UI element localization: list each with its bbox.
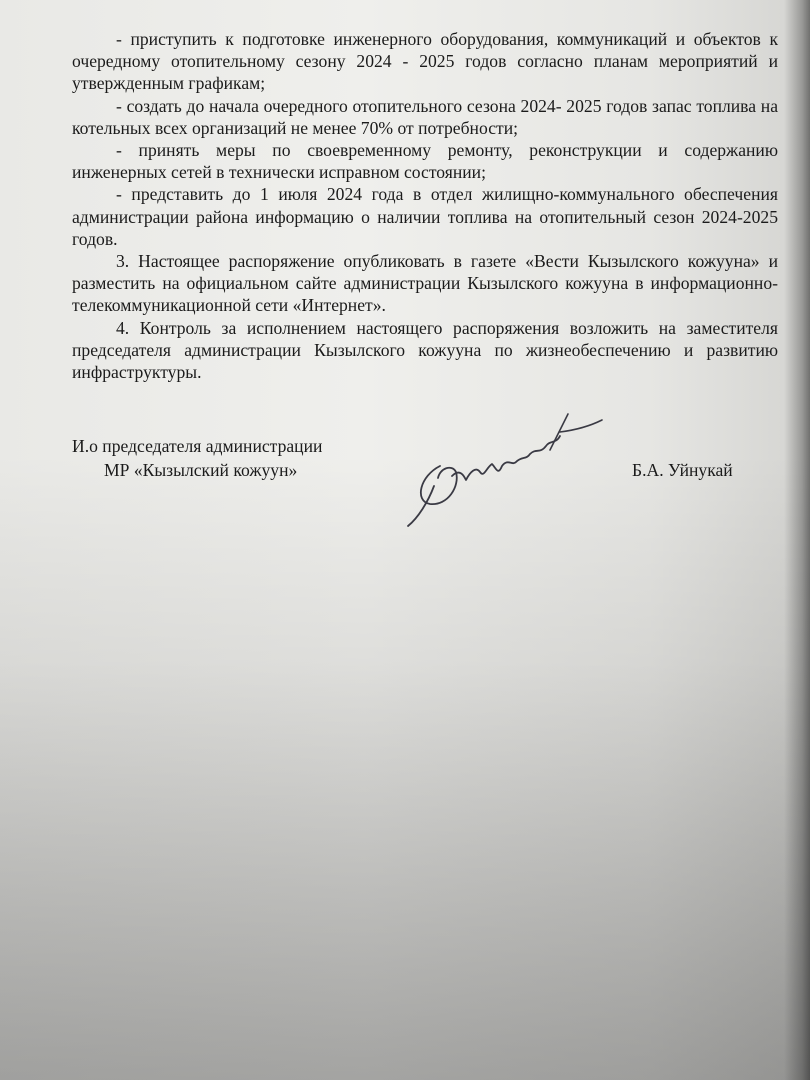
handwritten-signature [400,406,610,532]
paragraph-fuel-reserve: - создать до начала очередного отопительного сезона 2024- 2025 годов запас топлива на котельных всех организаций не менее 70% от потребности; [72,95,778,138]
signatory-organization: МР «Кызылский кожуун» [104,460,298,480]
paragraph-fuel-report: - представить до 1 июля 2024 года в отдел жилищно-коммунального обеспечения администрации района информацию о наличии топлива на отопительный сезон 2024-2025 годов. [72,184,778,249]
signatory-name: Б.А. Уйнукай [632,460,733,480]
paragraph-repair-networks: - принять меры по своевременному ремонту, реконструкции и содержанию инженерных сетей в технически исправном состоянии; [72,140,778,183]
document-body [72,28,778,383]
signatory-title: И.о председателя администрации [72,436,323,456]
photo-shadow [0,660,810,1080]
paragraph-publish: 3. Настоящее распоряжение опубликовать в газете «Вести Кызылского кожууна» и разместить на официальном сайте администрации Кызылского кожууна в информационно-телекоммуникационной сети «Интернет». [72,251,778,316]
paragraph-control: 4. Контроль за исполнением настоящего распоряжения возложить на заместителя председателя администрации Кызылского кожууна по жизнеобеспечению и развитию инфраструктуры. [72,317,778,383]
paragraph-prepare-equipment: - приступить к подготовке инженерного оборудования, коммуникаций и объектов к очередному отопительному сезону 2024 - 2025 годов согласно планам мероприятий и утвержденным графикам; [72,29,778,94]
page-edge-shadow [784,0,810,1080]
